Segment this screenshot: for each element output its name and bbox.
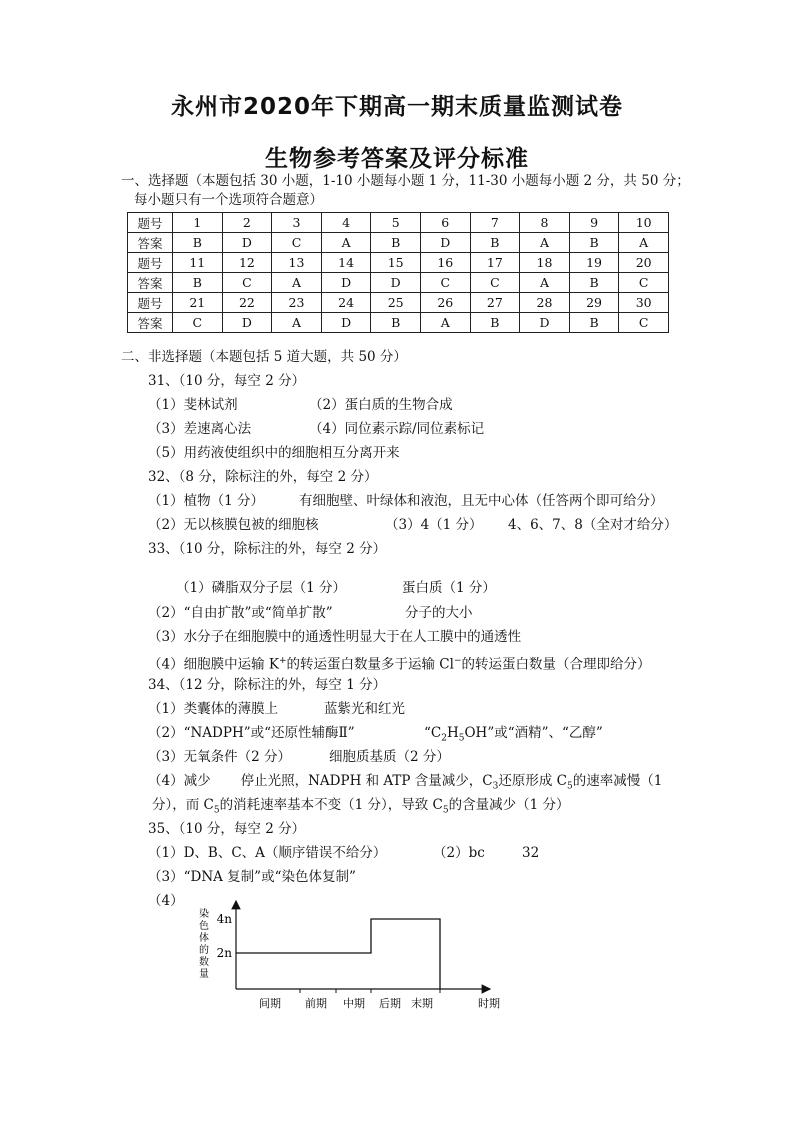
q33-answer-3: （3）水分子在细胞膜中的通透性明显大于在人工膜中的通透性 [148, 629, 522, 645]
q35-answer-2b: 32 [522, 845, 540, 861]
q35-answer-1: （1）D、B、C、A（顺序错误不给分） [148, 845, 387, 861]
table-row [128, 233, 669, 253]
answer-cell: B [371, 233, 421, 253]
answer-cell: B [569, 273, 619, 293]
answer-cell: A [520, 233, 570, 253]
y-axis-label-char: 染 [199, 909, 209, 920]
answer-cell: C [619, 273, 669, 293]
series-line [236, 919, 440, 989]
answer-cell: D [321, 313, 371, 333]
row-label: 题号 [128, 293, 173, 313]
answer-cell: C [619, 313, 669, 333]
q34-answer-4c: 还原形成 C [498, 773, 567, 789]
y-axis-label-char: 量 [199, 969, 209, 980]
chloride-charge: − [453, 656, 462, 666]
y-axis-label-char: 色 [199, 921, 209, 932]
answer-cell: D [321, 273, 371, 293]
q33-answer-4-part2: 的转运蛋白数量多于运输 Cl [286, 656, 454, 673]
y-axis-label-char: 的 [199, 945, 209, 956]
q34-answer-2: （2）“NADPH”或“还原性辅酶Ⅱ” [148, 725, 355, 741]
q31-answer-2: （2）蛋白质的生物合成 [309, 397, 453, 413]
row-label: 答案 [128, 273, 173, 293]
q34-answer-2b-pre: “C [424, 725, 442, 741]
q33-answer-1b: 蛋白质（1 分） [402, 580, 496, 596]
question-number: 9 [569, 213, 619, 233]
q31-heading: 31、（10 分，每空 2 分） [148, 373, 306, 389]
q33-answer-1: （1）磷脂双分子层（1 分） [176, 580, 346, 596]
answer-cell: D [520, 313, 570, 333]
question-number: 25 [371, 293, 421, 313]
answer-cell: B [569, 313, 619, 333]
q34-answer-4-cont [152, 796, 570, 820]
question-number: 5 [371, 213, 421, 233]
q34-answer-3: （3）无氧条件（2 分） [148, 749, 291, 765]
q35-heading: 35、（10 分，每空 2 分） [148, 821, 306, 837]
question-number: 17 [470, 253, 520, 273]
q34-answer-1b: 蓝紫光和红光 [324, 701, 405, 717]
question-number: 24 [321, 293, 371, 313]
subscript: 2 [441, 733, 447, 744]
q33-answer-2b: 分子的大小 [405, 605, 473, 621]
y-axis-label-char: 数 [199, 957, 209, 968]
chromosome-number-chart [190, 895, 510, 1015]
q33-heading: 33、（10 分，除标注的外，每空 2 分） [148, 541, 387, 557]
subscript: 5 [213, 805, 220, 816]
table-row [128, 213, 669, 233]
answer-cell: B [470, 313, 520, 333]
q31-answer-3: （3）差速离心法 [148, 421, 252, 437]
answer-cell: A [321, 233, 371, 253]
row-label: 答案 [128, 233, 173, 253]
answer-cell: B [569, 233, 619, 253]
q31-answer-1: （1）斐林试剂 [148, 397, 238, 413]
question-number: 8 [520, 213, 570, 233]
table-row [128, 253, 669, 273]
answer-cell: C [173, 313, 223, 333]
potassium-charge: + [278, 656, 287, 666]
document-title: 永州市2020年下期高一期末质量监测试卷 [170, 94, 623, 120]
answer-cell: A [272, 313, 322, 333]
row-label: 题号 [128, 213, 173, 233]
q34-heading: 34、（12 分，除标注的外，每空 1 分） [148, 677, 387, 693]
answer-cell: C [470, 273, 520, 293]
table-row [128, 273, 669, 293]
row-label: 题号 [128, 253, 173, 273]
question-number: 14 [321, 253, 371, 273]
y-axis-label-char: 体 [199, 933, 209, 944]
answer-cell: B [173, 233, 223, 253]
q32-answer-2: （2）无以核膜包被的细胞核 [148, 517, 319, 533]
question-number: 1 [173, 213, 223, 233]
answer-cell: B [470, 233, 520, 253]
document-subtitle: 生物参考答案及评分标准 [265, 146, 529, 172]
answer-cell: A [272, 273, 322, 293]
q33-answer-4-part1: （4）细胞膜中运输 K [148, 656, 279, 673]
answer-cell: B [173, 273, 223, 293]
q34-answer-2b-post: OH”或“酒精”、“乙醇” [464, 725, 603, 741]
q35-answer-2: （2）bc [433, 845, 485, 861]
answer-cell: D [420, 233, 470, 253]
x-tick-label: 后期 [379, 997, 401, 1010]
q32-answer-3: （3）4（1 分） [385, 517, 483, 533]
q34-answer-4 [148, 772, 662, 796]
section1-heading-cont: 每小题只有一个选项符合题意） [134, 192, 323, 208]
q33-answer-2: （2）“自由扩散”或“简单扩散” [148, 605, 333, 621]
question-number: 3 [272, 213, 322, 233]
row-label: 答案 [128, 313, 173, 333]
answer-cell: C [272, 233, 322, 253]
x-tick-label: 前期 [305, 997, 327, 1010]
subscript: 5 [458, 733, 465, 744]
q34-answer-4g: 的含量减少（1 分） [448, 797, 570, 813]
question-number: 2 [222, 213, 272, 233]
q34-answer-4f: 的消耗速率基本不变（1 分），导致 C [219, 797, 443, 813]
question-number: 23 [272, 293, 322, 313]
question-number: 6 [420, 213, 470, 233]
answer-cell: C [420, 273, 470, 293]
answer-cell: A [619, 233, 669, 253]
q34-answer-2b-mid: H [446, 725, 459, 741]
question-number: 11 [173, 253, 223, 273]
subscript: 5 [567, 781, 573, 792]
answer-cell: D [371, 273, 421, 293]
x-tick-label: 间期 [259, 997, 281, 1010]
question-number: 19 [569, 253, 619, 273]
question-number: 7 [470, 213, 520, 233]
y-tick-label: 2n [216, 946, 232, 960]
q34-answer-4d: 的速率减慢（1 [572, 773, 663, 789]
question-number: 10 [619, 213, 669, 233]
q34-answer-4e: 分），而 C [152, 797, 214, 813]
question-number: 16 [420, 253, 470, 273]
table-row [128, 313, 669, 333]
q34-answer-1: （1）类囊体的薄膜上 [148, 701, 279, 717]
question-number: 21 [173, 293, 223, 313]
q34-answer-4b: 停止光照，NADPH 和 ATP 含量减少，C [240, 773, 493, 789]
question-number: 20 [619, 253, 669, 273]
question-number: 26 [420, 293, 470, 313]
answer-cell: D [222, 313, 272, 333]
q34-answer-2b [424, 724, 603, 748]
q32-answer-3b: 4、6、7、8（全对才给分） [508, 517, 678, 533]
question-number: 27 [470, 293, 520, 313]
y-tick-label: 4n [216, 912, 232, 926]
q31-answer-5: （5）用药液使组织中的细胞相互分离开来 [148, 445, 400, 461]
question-number: 29 [569, 293, 619, 313]
answer-cell: A [520, 273, 570, 293]
q35-answer-3: （3）“DNA 复制”或“染色体复制” [148, 869, 356, 885]
question-number: 22 [222, 293, 272, 313]
x-tick-label: 中期 [343, 997, 365, 1010]
section2-heading: 二、非选择题（本题包括 5 道大题，共 50 分） [121, 349, 407, 365]
q32-heading: 32、（8 分，除标注的外，每空 2 分） [148, 469, 378, 485]
subscript: 3 [492, 781, 499, 792]
answer-cell: B [371, 313, 421, 333]
q31-answer-4: （4）同位素示踪/同位素标记 [309, 421, 485, 437]
question-number: 28 [520, 293, 570, 313]
q32-answer-1: （1）植物（1 分） [148, 493, 264, 509]
q33-answer-4-part3: 的转运蛋白数量（合理即给分） [461, 656, 651, 673]
question-number: 12 [222, 253, 272, 273]
answer-cell: C [222, 273, 272, 293]
x-axis-label: 时期 [478, 997, 500, 1010]
table-row [128, 293, 669, 313]
question-number: 30 [619, 293, 669, 313]
question-number: 4 [321, 213, 371, 233]
q34-answer-4a: （4）减少 [148, 773, 211, 789]
subscript: 5 [442, 805, 449, 816]
answer-cell: A [420, 313, 470, 333]
q35-answer-4: （4） [148, 893, 184, 909]
answer-table [127, 212, 669, 333]
q34-answer-3b: 细胞质基质（2 分） [329, 749, 450, 765]
q32-answer-1b: 有细胞壁、叶绿体和液泡，且无中心体（任答两个即可给分） [299, 493, 664, 509]
question-number: 13 [272, 253, 322, 273]
q33-answer-4 [148, 652, 651, 674]
x-tick-label: 末期 [411, 997, 433, 1010]
question-number: 18 [520, 253, 570, 273]
answer-cell: D [222, 233, 272, 253]
question-number: 15 [371, 253, 421, 273]
section1-heading: 一、选择题（本题包括 30 小题，1-10 小题每小题 1 分，11-30 小题每小题 2 分，共 50 分； [121, 173, 690, 189]
